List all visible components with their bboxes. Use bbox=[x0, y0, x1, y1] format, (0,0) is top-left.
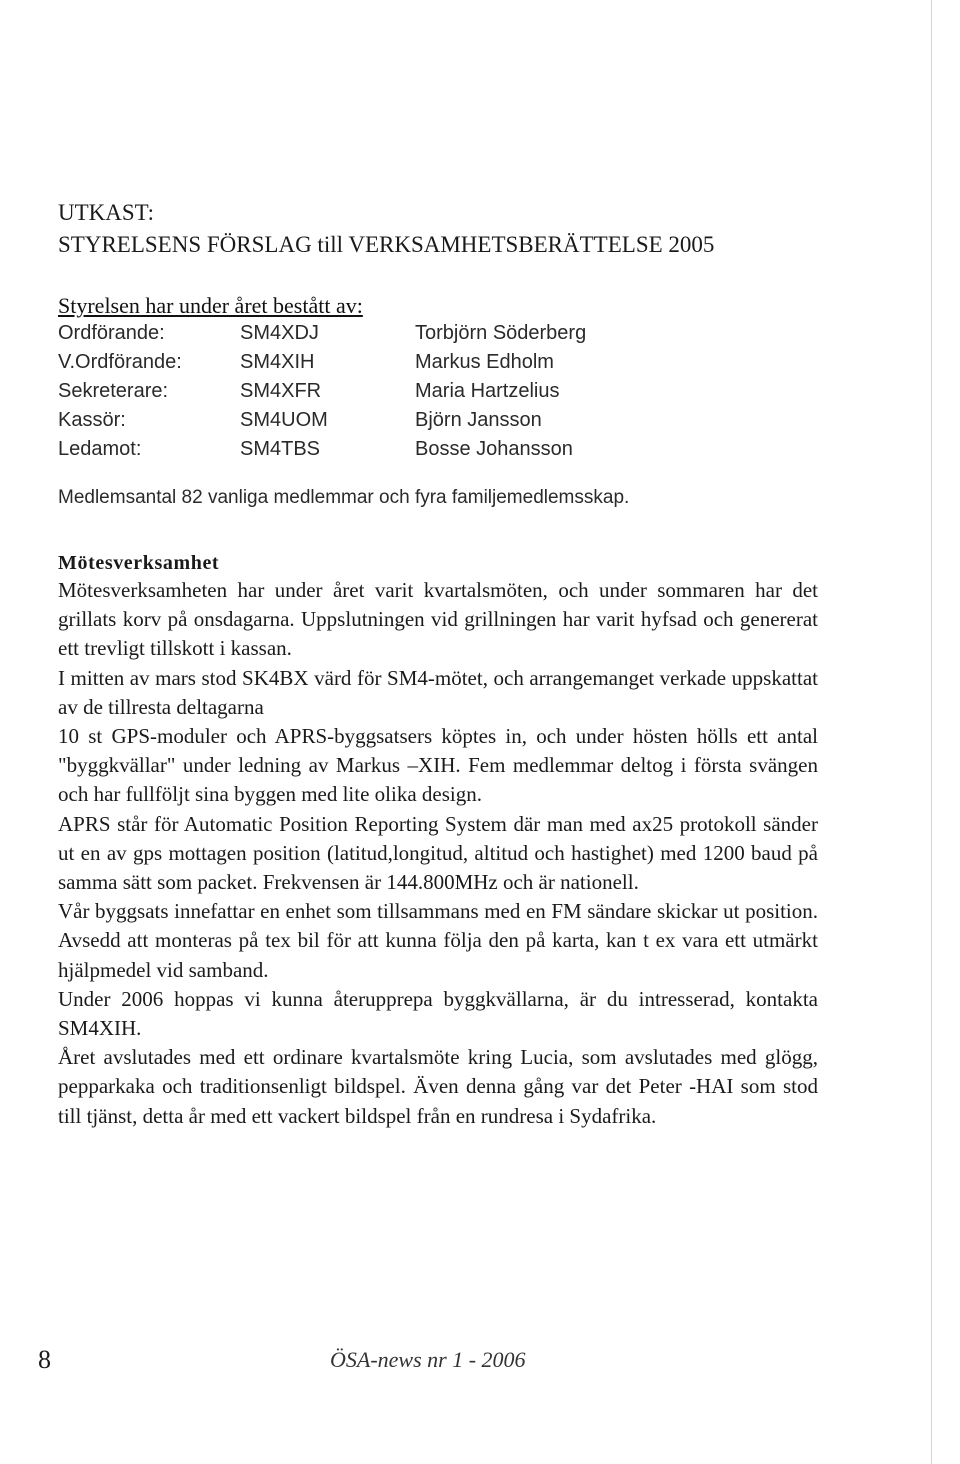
board-callsign: SM4XDJ bbox=[240, 322, 319, 344]
document-page bbox=[58, 197, 818, 1131]
meetings-paragraph: I mitten av mars stod SK4BX värd för SM4-mötet, och arrangemanget verkade uppskattat av de tillresta deltagarna bbox=[58, 665, 818, 719]
membership-count: Medlemsantal 82 vanliga medlemmar och fyra familjemedlemsskap. bbox=[58, 487, 630, 508]
meetings-paragraph: Vår byggsats innefattar en enhet som tillsammans med en FM sändare skickar ut position. Avsedd att monteras på tex bil för att kunna följa den på karta, kan t ex vara ett utmärkt hjälpmedel vid samband. bbox=[58, 899, 818, 982]
meetings-paragraph: Året avslutades med ett ordinare kvartalsmöte kring Lucia, som avslutades med glögg, pepparkaka och traditionsenligt bildspel. Även denna gång var det Peter -HAI som stod till tjänst, detta år med ett vackert bildspel från en rundresa i Sydafrika. bbox=[58, 1045, 818, 1128]
board-role: Ledamot: bbox=[58, 438, 142, 460]
page-number: 8 bbox=[38, 1345, 51, 1374]
board-callsign: SM4TBS bbox=[240, 438, 321, 460]
board-name: Maria Hartzelius bbox=[415, 380, 560, 402]
document-title: STYRELSENS FÖRSLAG till VERKSAMHETSBERÄTTELSE 2005 bbox=[58, 232, 715, 257]
page-footer bbox=[38, 1345, 598, 1385]
board-role: Ordförande: bbox=[58, 322, 165, 344]
publication-issue: ÖSA-news nr 1 - 2006 bbox=[330, 1347, 526, 1372]
meetings-paragraph: 10 st GPS-moduler och APRS-byggsatsers köptes in, och under hösten hölls ett antal "byggkvällar" under ledning av Markus –XIH. Fem medlemmar deltog i första svängen och har fullföljt sina byggen med lite olika design. bbox=[58, 724, 818, 807]
board-row bbox=[58, 435, 818, 464]
board-role: Sekreterare: bbox=[58, 380, 169, 402]
board-name: Torbjörn Söderberg bbox=[415, 322, 587, 344]
board-callsign: SM4XIH bbox=[240, 351, 315, 373]
board-row bbox=[58, 319, 818, 348]
board-role: V.Ordförande: bbox=[58, 351, 182, 373]
meetings-paragraph: Mötesverksamheten har under året varit kvartalsmöten, och under sommaren har det grillats korv på onsdagarna. Uppslutningen vid grillningen har varit hyfsad och genererat ett trevligt tillskott i kassan. bbox=[58, 578, 818, 661]
meetings-paragraph: APRS står för Automatic Position Reporting System där man med ax25 protokoll sänder ut en av gps mottagen position (latitud,longitud, altitud och hastighet) med 1200 baud på samma sätt som packet. Frekvensen är 144.800MHz och är nationell. bbox=[58, 811, 818, 895]
meetings-heading: Mötesverksamhet bbox=[58, 552, 220, 574]
draft-label: UTKAST: bbox=[58, 200, 154, 225]
board-name: Björn Jansson bbox=[415, 409, 542, 431]
board-callsign: SM4XFR bbox=[240, 380, 322, 402]
board-row bbox=[58, 406, 818, 435]
meetings-paragraph: Under 2006 hoppas vi kunna återupprepa byggkvällarna, är du intresserad, kontakta SM4XIH. bbox=[58, 986, 818, 1041]
board-row bbox=[58, 348, 818, 377]
board-list bbox=[58, 319, 818, 464]
page-edge-line bbox=[931, 0, 932, 1464]
board-role: Kassör: bbox=[58, 409, 126, 431]
board-title: Styrelsen har under året bestått av: bbox=[58, 293, 363, 318]
board-name: Bosse Johansson bbox=[415, 438, 573, 460]
board-callsign: SM4UOM bbox=[240, 409, 328, 431]
board-row bbox=[58, 377, 818, 406]
board-section bbox=[58, 293, 818, 464]
board-name: Markus Edholm bbox=[415, 351, 554, 373]
